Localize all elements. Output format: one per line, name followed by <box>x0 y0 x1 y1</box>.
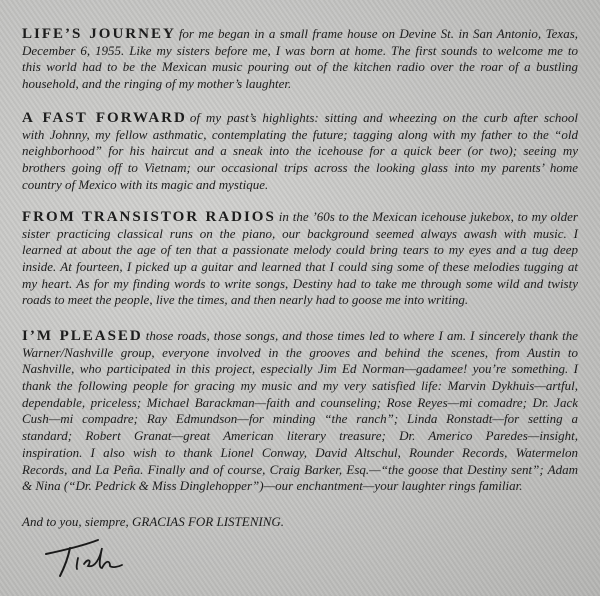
paragraph-line <box>22 361 578 378</box>
paragraph-line <box>22 26 578 43</box>
paragraph-line <box>22 478 578 495</box>
line-text: learned at about the age of ten that a passionate melody could bring tears to my eyes and a tug deep <box>22 242 578 258</box>
paragraph-line <box>22 127 578 144</box>
line-text: standard; Robert Granat—great American literary treasure; Dr. Americo Paredes—insight, <box>22 428 578 444</box>
paragraph <box>22 110 578 193</box>
line-text: neighborhood” for his haircut and a sneak into the icehouse for a quick beer (or two); seeing my <box>22 143 578 159</box>
line-text: Records, and La Peña. Finally and of course, Craig Barker, Esq.—“the goose that Destiny sent”; Adam <box>22 461 578 477</box>
paragraph-line <box>22 110 578 127</box>
paragraph-line <box>22 209 578 226</box>
line-text: in the ’60s to the Mexican icehouse jukebox, to my older <box>278 209 578 224</box>
line-text: thank the following people for gracing my music and my very satisfied life: Marvin Dykhuis—artful, <box>22 378 578 394</box>
paragraph-line <box>22 59 578 76</box>
line-text: Cush—mi compadre; Ray Edmundson—for minding “the ranch”; Linda Ronstadt—for setting a <box>22 411 578 427</box>
paragraph-line <box>22 76 578 93</box>
paragraph-heading: LIFE’S JOURNEY <box>22 26 176 42</box>
paragraph-line <box>22 378 578 395</box>
paragraph-line <box>22 428 578 445</box>
line-text: & Nina (“Dr. Pedrick & Miss Dinglehopper”)—our enchantment—your laughter rings familiar. <box>22 478 523 494</box>
line-text: this world had to be the Mexican music pouring out of the kitchen radio over the roar of a bustling <box>22 59 578 75</box>
line-text: December 6, 1955. Like my sisters before me, I was born at home. The first sounds to welcome me to <box>22 42 578 58</box>
paragraph-line <box>22 226 578 243</box>
paragraph-heading: A FAST FORWARD <box>22 110 187 126</box>
paragraph-line <box>22 345 578 362</box>
paragraph-heading: I’M PLEASED <box>22 328 143 344</box>
paragraph-line <box>22 177 578 194</box>
line-text: with Johnny, my fellow asthmatic, contemplating the future; tagging along with my father to the “old <box>22 126 578 142</box>
paragraph-line <box>22 259 578 276</box>
line-text: country of Mexico with its magic and mystique. <box>22 176 269 192</box>
paragraph <box>22 328 578 495</box>
line-text: Warner/Nashville group, everyone involved in the grooves and behind the scenes, from Austin to <box>22 344 578 360</box>
line-text: Nashville, who participated in this project, especially Jim Ed Norman—gadamee! you’re something. I <box>22 361 578 377</box>
line-text: of my past’s highlights: sitting and wheezing on the curb after school <box>189 110 578 125</box>
paragraph-line <box>22 160 578 177</box>
paragraph-line <box>22 242 578 259</box>
paragraph <box>22 26 578 93</box>
line-text: sister practicing classical runs on the piano, our background seemed always awash with music. I <box>22 225 578 241</box>
signature <box>40 538 130 580</box>
closing-line: And to you, siempre, GRACIAS FOR LISTENING. <box>22 514 285 529</box>
line-text: dependable, priceless; Michael Barackman—faith and counseling; Rose Reyes—mi comadre; Dr. Jack <box>22 394 578 410</box>
line-text: my heart. As for my finding words to write songs, Destiny had to take me through some wild and twisty <box>22 275 578 291</box>
paragraph-line <box>22 411 578 428</box>
paragraph-line <box>22 462 578 479</box>
paragraph <box>22 209 578 309</box>
paragraph-line <box>22 276 578 293</box>
line-text: roads to meet the people, live the times, and then nearly had to goose me into writing. <box>22 292 469 308</box>
line-text: those roads, those songs, and those times led to where I am. I sincerely thank the <box>145 328 578 343</box>
paragraph-line <box>22 143 578 160</box>
line-text: inspiration. I also wish to thank Lionel Conway, David Altschul, Rounder Records, Watermelon <box>22 444 578 460</box>
paragraph-line <box>22 445 578 462</box>
paragraph-line <box>22 292 578 309</box>
paragraph-heading: FROM TRANSISTOR RADIOS <box>22 209 276 225</box>
paragraph-line <box>22 43 578 60</box>
paragraph-line <box>22 395 578 412</box>
line-text: for me began in a small frame house on Devine St. in San Antonio, Texas, <box>178 26 579 41</box>
line-text: inside. At fourteen, I picked up a guitar and learned that I could sing some of these melodies tugging at <box>22 259 578 275</box>
paragraph-line <box>22 328 578 345</box>
line-text: household, and the ringing of my mother’s laughter. <box>22 76 292 92</box>
line-text: brothers going off to Vietnam; our occasional trips across the looking glass into my parents’ home <box>22 160 578 176</box>
